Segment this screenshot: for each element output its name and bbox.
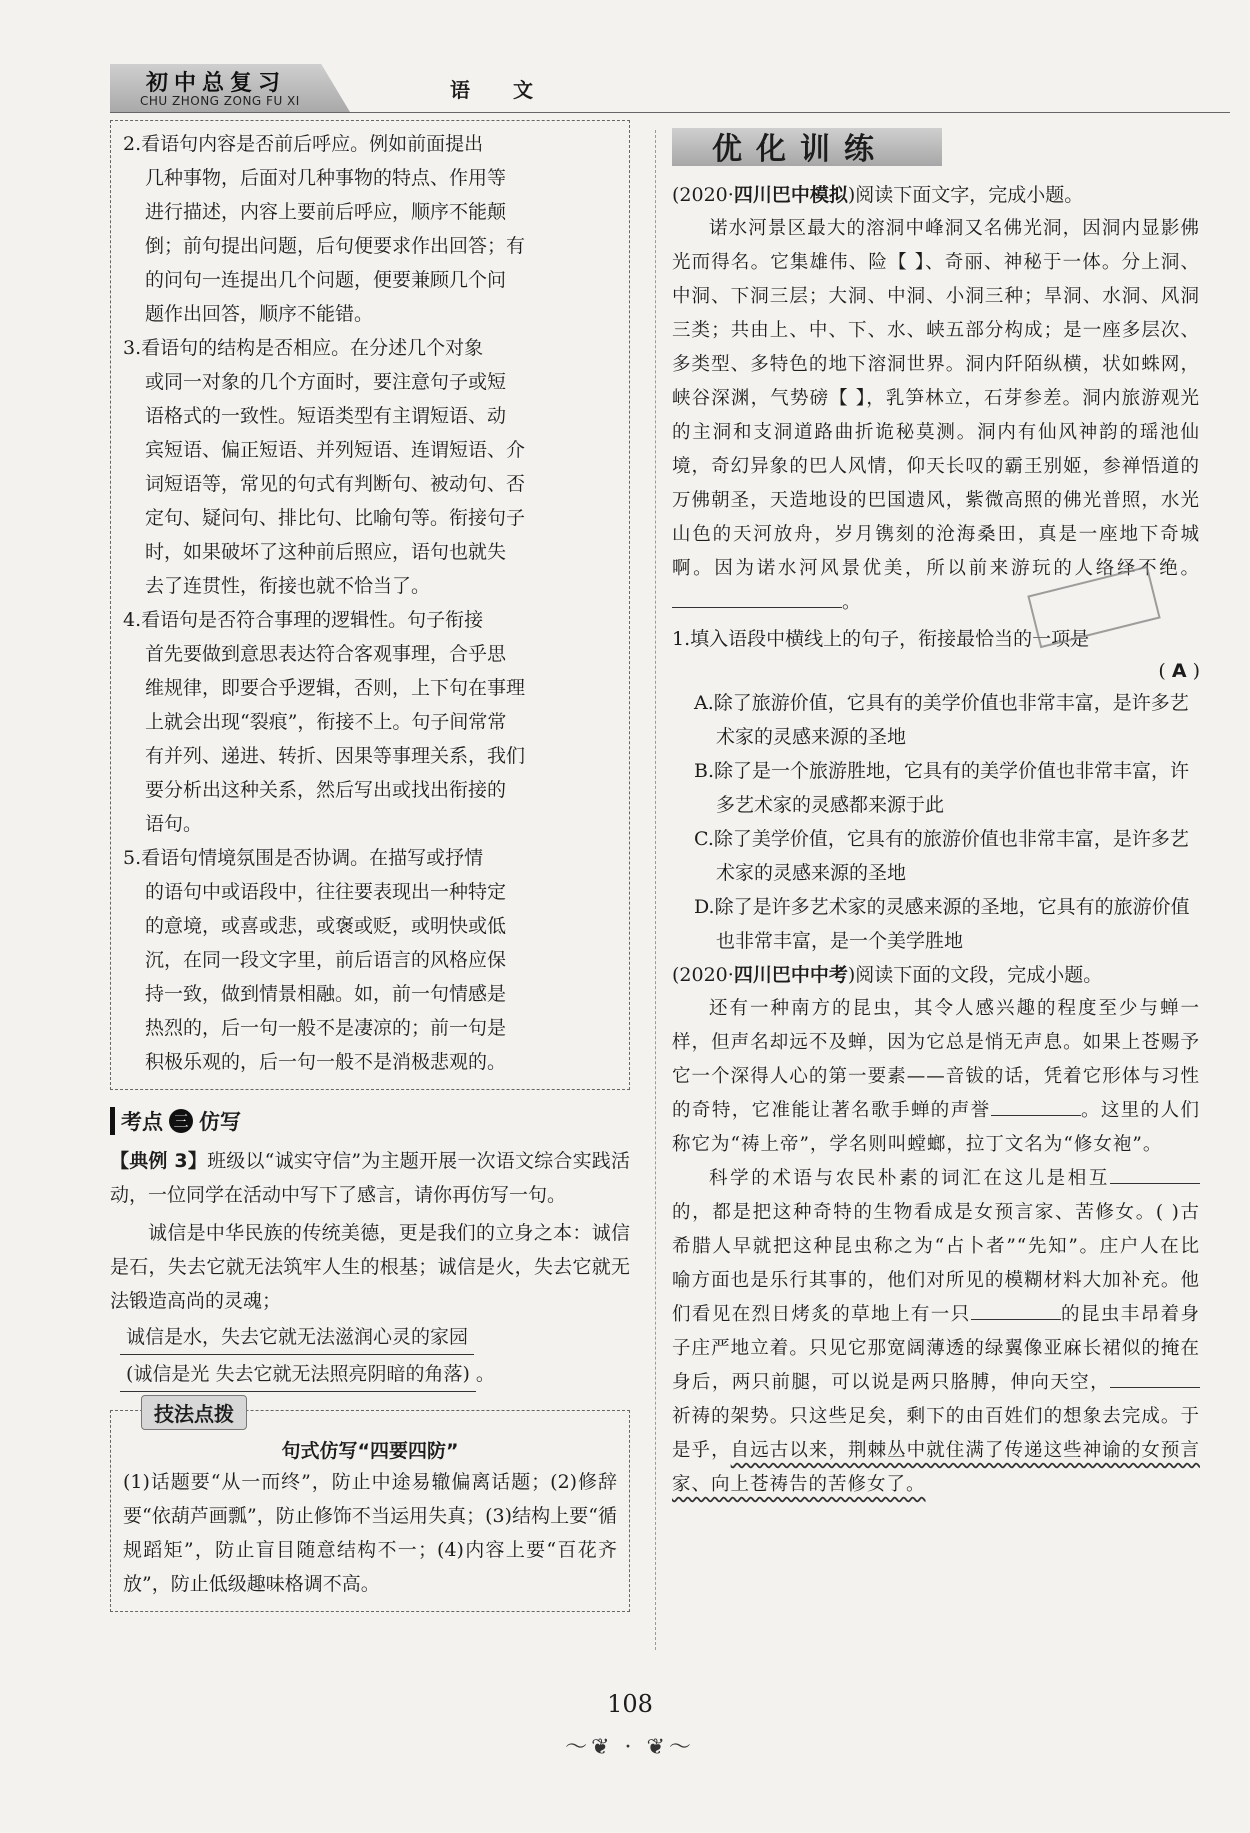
- answer-period: 。: [475, 1363, 495, 1385]
- passage-2: [672, 992, 1200, 1162]
- source-2-place: 四川巴中中考: [733, 964, 848, 986]
- tip-line: 进行描述，内容上要前后呼应，顺序不能颠: [145, 201, 507, 223]
- example-answer-2: (诚信是光 失去它就无法照亮阴暗的角落): [120, 1357, 476, 1392]
- section-title-text: 优化训练: [712, 132, 888, 167]
- source-1: [672, 178, 1200, 212]
- passage-3-blank-1: [1110, 1163, 1200, 1184]
- example-prompt: 班级以“诚实守信”为主题开展一次语文综合实践活动，一位同学在活动中写下了感言，请你再仿写一句。: [110, 1150, 630, 1206]
- option-c: C.除了美学价值，它具有的旅游价值也非常丰富，是许多艺术家的灵感来源的圣地: [694, 828, 1189, 884]
- tip-line: 热烈的，后一句一般不是凄凉的；前一句是: [145, 1017, 507, 1039]
- tip-line: 积极乐观的，后一句一般不是消极悲观的。: [145, 1051, 507, 1073]
- tip-line: 4.看语句是否符合事理的逻辑性。句子衔接: [123, 609, 484, 631]
- book-subtitle: CHU ZHONG ZONG FU XI: [140, 94, 300, 108]
- tip-line: 去了连贯性，衔接也就不恰当了。: [145, 575, 431, 597]
- tip-line: 3.看语句的结构是否相应。在分述几个对象: [123, 337, 484, 359]
- tip-line: 倒；前句提出问题，后句便要求作出回答；有: [145, 235, 526, 257]
- option-d: D.除了是许多艺术家的灵感来源的圣地，它具有的旅游价值也非常丰富，是一个美学胜地: [694, 896, 1190, 952]
- tip-item: [123, 331, 617, 603]
- page-number: 108: [607, 1690, 653, 1718]
- column-divider: [655, 130, 656, 1650]
- tip-line: 语句。: [145, 813, 203, 835]
- source-2-rest: )阅读下面的文段，完成小题。: [847, 964, 1103, 986]
- tip-item: [123, 603, 617, 841]
- section-title: [672, 120, 942, 168]
- passage-3a: 科学的术语与农民朴素的词汇在这儿是相互: [709, 1168, 1110, 1189]
- tip-line: 几种事物，后面对几种事物的特点、作用等: [145, 167, 507, 189]
- passage-3c: 的昆虫丰昂着身子庄严地立着。只见它那宽阔薄透的绿翼像亚麻长裙似的掩在身后，两只前腿，可以说是两只胳膊，伸向天空，: [672, 1304, 1200, 1393]
- source-1-rest: )阅读下面文字，完成小题。: [847, 184, 1084, 206]
- passage-2a: 还有一种南方的昆虫，其令人感兴趣的程度至少与蝉一样，但声名却远不及蝉，因为它总是悄无声息。如果上苍赐予它一个深得人心的第一要素——音钹的话，凭着它形体与习性的奇特，它准能让著名歌手蝉的声誉: [672, 998, 1200, 1121]
- heading-bar: [110, 1107, 115, 1135]
- skill-title: 句式仿写“四要四防”: [281, 1440, 459, 1462]
- source-1-place: 四川巴中模拟: [733, 184, 848, 206]
- option-b: B.除了是一个旅游胜地，它具有的美学价值也非常丰富，许多艺术家的灵感都来源于此: [694, 760, 1190, 816]
- tip-line: 的问句一连提出几个问题，便要兼顾几个问: [145, 269, 507, 291]
- option-a: A.除了旅游价值，它具有的美学价值也非常丰富，是许多艺术家的灵感来源的圣地: [694, 692, 1189, 748]
- skill-badge: 技法点拨: [141, 1395, 247, 1430]
- tip-line: 5.看语句情境氛围是否协调。在描写或抒情: [123, 847, 484, 869]
- tip-line: 有并列、递进、转折、因果等事理关系，我们: [145, 745, 526, 767]
- tip-line: 题作出回答，顺序不能错。: [145, 303, 374, 325]
- tip-item: [123, 841, 617, 1079]
- left-column: [110, 120, 630, 1612]
- passage-1-blank: [672, 587, 842, 608]
- source-2-year: (2020·: [672, 964, 734, 986]
- question-1-answer-letter: A: [1171, 660, 1187, 682]
- source-2: [672, 958, 1200, 992]
- page-header: [110, 60, 1230, 112]
- kaodian-label: 考点: [121, 1110, 163, 1134]
- example-tag: 【典例 3】: [110, 1150, 208, 1172]
- tip-line: 的意境，或喜或悲，或褒或贬，或明快或低: [145, 915, 507, 937]
- tip-line: 宾短语、偏正短语、并列短语、连谓短语、介: [145, 439, 526, 461]
- tip-line: 沉，在同一段文字里，前后语言的风格应保: [145, 949, 507, 971]
- tip-line: 2.看语句内容是否前后呼应。例如前面提出: [123, 133, 484, 155]
- tip-line: 语格式的一致性。短语类型有主谓短语、动: [145, 405, 507, 427]
- passage-3d: 祈祷的架势。只这些足矣，剩下的由百姓们的想象去完成。于是乎，: [672, 1406, 1200, 1461]
- tip-line: 维规律，即要合乎逻辑，否则，上下句在事理: [145, 677, 526, 699]
- example-quote: 诚信是中华民族的传统美德，更是我们的立身之本：诚信是石，失去它就无法筑牢人生的根基；诚信是火，失去它就无法锻造高尚的灵魂；: [110, 1222, 630, 1312]
- tip-line: 持一致，做到情景相融。如，前一句情感是: [145, 983, 507, 1005]
- passage-3-blank-2: [971, 1299, 1061, 1320]
- tip-line: 上就会出现“裂痕”，衔接不上。句子间常常: [145, 711, 507, 733]
- header-rule: [110, 112, 1230, 113]
- passage-3: [672, 1162, 1200, 1502]
- passage-2b: 。这里的人们称它为“祷上帝”，学名则叫螳螂，拉丁文名为“修女袍”。: [672, 1100, 1200, 1155]
- kaodian-heading: [110, 1104, 630, 1138]
- tip-line: 定句、疑问句、排比句、比喻句等。衔接句子: [145, 507, 526, 529]
- kaodian-name: 仿写: [199, 1110, 241, 1134]
- tip-line: 的语句中或语段中，往往要表现出一种特定: [145, 881, 507, 903]
- example-answer-1: 诚信是水，失去它就无法滋润心灵的家园: [120, 1320, 474, 1355]
- tip-line: 要分析出这种关系，然后写出或找出衔接的: [145, 779, 507, 801]
- passage-3b: 的，都是把这种奇特的生物看成是女预言家、苦修女。( )古希腊人早就把这种昆虫称之为“占卜者”“先知”。庄户人在比喻方面也是乐行其事的，他们对所见的模糊材料大加补充。他们看见在烈日烤炙的草地上有一只: [672, 1202, 1200, 1325]
- passage-3-blank-3: [1110, 1367, 1200, 1388]
- tip-line: 词短语等，常见的句式有判断句、被动句、否: [145, 473, 526, 495]
- passage-1-text: 诺水河景区最大的溶洞中峰洞又名佛光洞，因洞内显影佛光而得名。它集雄伟、险【 】、奇丽、神秘于一体。分上洞、中洞、下洞三层；大洞、中洞、小洞三种；旱洞、水洞、风洞三类；共由上、中、下、水、峡五部分构成；是一座多层次、多类型、多特色的地下溶洞世界。洞内阡陌纵横，状如蛛网，峡谷深渊，气势磅【 】，乳笋林立，石芽参差。洞内旅游观光的主洞和支洞道路曲折诡秘莫测。洞内有仙风神韵的瑶池仙境，奇幻异象的巴人风情，仰天长叹的霸王别姬，参禅悟道的万佛朝圣，天造地设的巴国遗风，紫微高照的佛光普照，水光山色的天河放舟，岁月镌刻的沧海桑田，真是一座地下奇城啊。因为诺水河风景优美，所以前来游玩的人络绎不绝。: [672, 218, 1200, 579]
- right-column: [672, 120, 1200, 1502]
- kaodian-number: 三: [169, 1109, 193, 1133]
- question-1-answer: ( A ): [1158, 660, 1200, 682]
- book-title: 初中总复习: [146, 71, 287, 96]
- example-3: [110, 1144, 630, 1212]
- skill-body: (1)话题要“从一而终”，防止中途易辙偏离话题；(2)修辞要“依葫芦画瓢”，防止修饰不当运用失真；(3)结构上要“循规蹈矩”，防止盲目随意结构不一；(4)内容上要“百花齐放”，防止低级趣味格调不高。: [123, 1471, 617, 1595]
- subject-label: 语 文: [450, 78, 551, 102]
- tip-line: 或同一对象的几个方面时，要注意句子或短: [145, 371, 507, 393]
- tip-line: 首先要做到意思表达符合客观事理，合乎思: [145, 643, 507, 665]
- skill-box: [110, 1402, 630, 1612]
- tips-box: [110, 120, 630, 1090]
- question-1: 1.填入语段中横线上的句子，衔接最恰当的一项是: [672, 628, 1090, 650]
- source-1-year: (2020·: [672, 184, 734, 206]
- footer-ornament: 〜❦ · ❦〜: [565, 1735, 695, 1760]
- tip-line: 时，如果破坏了这种前后照应，语句也就失: [145, 541, 507, 563]
- passage-1: 诺水河景区最大的溶洞中峰洞又名佛光洞，因洞内显影佛光而得名。它集雄伟、险【 】、奇丽、神秘于一体。分上洞、中洞、下洞三层；大洞、中洞、小洞三种；旱洞、水洞、风洞三类；共由上、中、下、水、峡五部分构成；是一座多层次、多类型、多特色的地下溶洞世界。洞内阡陌纵横，状如蛛网，峡谷深渊，气势磅【 】，乳笋林立，石芽参差。洞内旅游观光的主洞和支洞道路曲折诡秘莫测。洞内有仙风神韵的瑶池仙境，奇幻异象的巴人风情，仰天长叹的霸王别姬，参禅悟道的万佛朝圣，天造地设的巴国遗风，紫微高照的佛光普照，水光山色的天河放舟，岁月镌刻的沧海桑田，真是一座地下奇城啊。因为诺水河风景优美，所以前来游玩的人络绎不绝。。: [672, 218, 1200, 613]
- passage-2-blank: [991, 1095, 1081, 1116]
- tip-item: [123, 127, 617, 331]
- passage-3e-underlined: 自远古以来，荆棘丛中就住满了传递这些神谕的女预言家、向上苍祷告的苦修女了。: [672, 1440, 1200, 1495]
